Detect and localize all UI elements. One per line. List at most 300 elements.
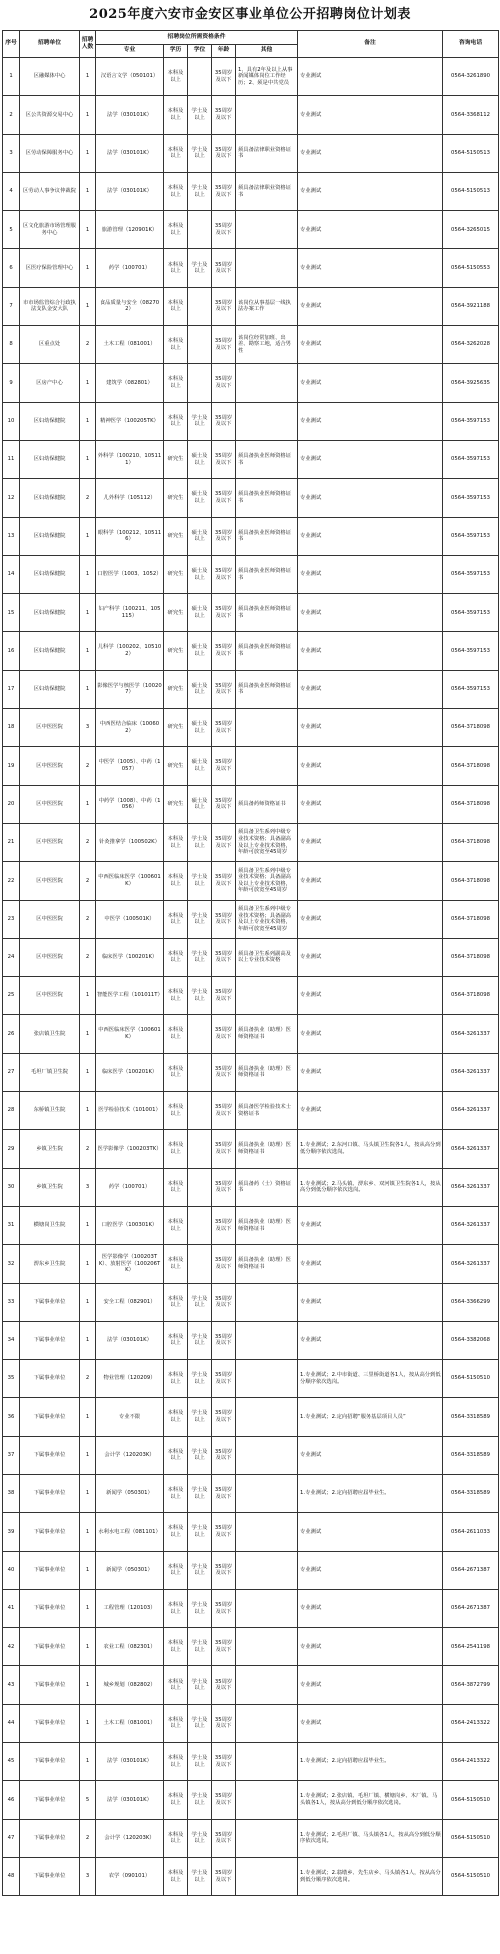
cell-degree: 学士及以上 [188, 1398, 212, 1436]
cell-degree: 学士及以上 [188, 96, 212, 134]
cell-seq: 20 [3, 785, 20, 823]
cell-education: 本科及以上 [164, 977, 188, 1015]
cell-education: 本科及以上 [164, 823, 188, 861]
cell-remark: 专业测试 [298, 555, 443, 593]
cell-age: 35周岁及以下 [212, 555, 236, 593]
cell-seq: 47 [3, 1819, 20, 1857]
cell-other [236, 1436, 298, 1474]
cell-phone: 0564-3261337 [443, 1015, 499, 1053]
cell-remark: 专业测试 [298, 1053, 443, 1091]
table-body [3, 58, 499, 1896]
cell-count: 1 [80, 555, 96, 593]
cell-unit: 下属事业单位 [20, 1398, 80, 1436]
cell-remark: 1.专业测试；2.张店镇、毛坦厂镇、横塘岗乡、木厂镇、马头镇各1人，按从高分到低分顺序依次选岗。 [298, 1781, 443, 1819]
cell-major: 会计学（120203K） [96, 1436, 164, 1474]
cell-seq: 30 [3, 1168, 20, 1206]
table-row [3, 1857, 499, 1895]
cell-phone: 0564-5150513 [443, 172, 499, 210]
cell-major: 水利水电工程（081101） [96, 1513, 164, 1551]
cell-education: 研究生 [164, 594, 188, 632]
cell-seq: 45 [3, 1743, 20, 1781]
cell-other: 须具备执业医师资格证书 [236, 517, 298, 555]
cell-remark: 专业测试 [298, 249, 443, 287]
table-row [3, 900, 499, 938]
cell-phone: 0564-3597153 [443, 517, 499, 555]
cell-seq: 11 [3, 440, 20, 478]
cell-seq: 31 [3, 1206, 20, 1244]
cell-count: 1 [80, 1666, 96, 1704]
cell-count: 1 [80, 211, 96, 249]
cell-other [236, 1819, 298, 1857]
cell-major: 针灸推拿学（100502K） [96, 823, 164, 861]
cell-unit: 区妇幼保健院 [20, 517, 80, 555]
cell-education: 本科及以上 [164, 1704, 188, 1742]
cell-major: 法学（030101K） [96, 1743, 164, 1781]
cell-degree: 学士及以上 [188, 1628, 212, 1666]
table-row [3, 1321, 499, 1359]
cell-unit: 区劳动人事争议仲裁院 [20, 172, 80, 210]
cell-phone: 0564-3368112 [443, 96, 499, 134]
cell-other [236, 1589, 298, 1627]
cell-education: 本科及以上 [164, 1015, 188, 1053]
cell-age: 35周岁及以下 [212, 785, 236, 823]
cell-major: 眼科学（100212、105116） [96, 517, 164, 555]
cell-other [236, 1551, 298, 1589]
cell-phone: 0564-3921188 [443, 287, 499, 325]
cell-age: 35周岁及以下 [212, 1474, 236, 1512]
cell-major: 医学影像学（100203TK） [96, 1130, 164, 1168]
cell-education: 本科及以上 [164, 58, 188, 96]
table-row [3, 1781, 499, 1819]
cell-education: 本科及以上 [164, 1053, 188, 1091]
cell-remark: 专业测试 [298, 1206, 443, 1244]
cell-seq: 37 [3, 1436, 20, 1474]
cell-age: 35周岁及以下 [212, 1398, 236, 1436]
cell-age: 35周岁及以下 [212, 517, 236, 555]
cell-phone: 0564-2413322 [443, 1743, 499, 1781]
cell-remark: 专业测试 [298, 785, 443, 823]
cell-phone: 0564-2671387 [443, 1589, 499, 1627]
cell-degree: 学士及以上 [188, 900, 212, 938]
header-remark: 备注 [298, 31, 443, 58]
cell-count: 1 [80, 287, 96, 325]
cell-seq: 36 [3, 1398, 20, 1436]
cell-unit: 区融媒体中心 [20, 58, 80, 96]
cell-other: 须具备法律职业资格证书 [236, 134, 298, 172]
cell-remark: 专业测试 [298, 670, 443, 708]
cell-major: 农学（090101） [96, 1857, 164, 1895]
cell-age: 35周岁及以下 [212, 211, 236, 249]
cell-unit: 区妇幼保健院 [20, 632, 80, 670]
cell-remark: 专业测试 [298, 1628, 443, 1666]
cell-remark: 专业测试 [298, 1513, 443, 1551]
cell-age: 35周岁及以下 [212, 326, 236, 364]
cell-unit: 区文化旅游市场管理服务中心 [20, 211, 80, 249]
cell-seq: 40 [3, 1551, 20, 1589]
cell-seq: 44 [3, 1704, 20, 1742]
cell-remark: 专业测试 [298, 326, 443, 364]
cell-unit: 下属事业单位 [20, 1666, 80, 1704]
table-row [3, 1666, 499, 1704]
table-row [3, 670, 499, 708]
cell-major: 建筑学（082801） [96, 364, 164, 402]
cell-remark: 专业测试 [298, 1589, 443, 1627]
cell-seq: 39 [3, 1513, 20, 1551]
cell-count: 1 [80, 594, 96, 632]
cell-other [236, 1781, 298, 1819]
cell-seq: 26 [3, 1015, 20, 1053]
table-row [3, 977, 499, 1015]
cell-age: 35周岁及以下 [212, 1743, 236, 1781]
cell-age: 35周岁及以下 [212, 364, 236, 402]
table-row [3, 1819, 499, 1857]
cell-age: 35周岁及以下 [212, 709, 236, 747]
cell-major: 药学（100701） [96, 1168, 164, 1206]
cell-age: 35周岁及以下 [212, 1015, 236, 1053]
cell-other: 须具备药师资格证书 [236, 785, 298, 823]
cell-other [236, 96, 298, 134]
cell-other [236, 1666, 298, 1704]
table-row [3, 938, 499, 976]
cell-age: 35周岁及以下 [212, 1245, 236, 1283]
cell-degree: 学士及以上 [188, 823, 212, 861]
cell-phone: 0564-2611033 [443, 1513, 499, 1551]
cell-education: 本科及以上 [164, 1092, 188, 1130]
cell-count: 5 [80, 1781, 96, 1819]
cell-age: 35周岁及以下 [212, 900, 236, 938]
cell-degree: 学士及以上 [188, 862, 212, 900]
cell-other [236, 1474, 298, 1512]
cell-age: 35周岁及以下 [212, 1666, 236, 1704]
cell-count: 2 [80, 1819, 96, 1857]
cell-unit: 下属事业单位 [20, 1283, 80, 1321]
cell-seq: 16 [3, 632, 20, 670]
cell-seq: 9 [3, 364, 20, 402]
table-row [3, 632, 499, 670]
cell-count: 2 [80, 900, 96, 938]
cell-major: 中医学（100501K） [96, 900, 164, 938]
cell-phone: 0564-5150553 [443, 249, 499, 287]
cell-count: 1 [80, 1092, 96, 1130]
cell-phone: 0564-5150510 [443, 1819, 499, 1857]
cell-phone: 0564-3718098 [443, 900, 499, 938]
cell-remark: 专业测试 [298, 402, 443, 440]
cell-count: 1 [80, 402, 96, 440]
cell-degree: 学士及以上 [188, 1283, 212, 1321]
cell-remark: 1.专业测试；2.翁墩乡、先生店乡、马头镇各1人，按从高分到低分顺序依次选岗。 [298, 1857, 443, 1895]
cell-seq: 43 [3, 1666, 20, 1704]
cell-degree: 学士及以上 [188, 1321, 212, 1359]
cell-seq: 14 [3, 555, 20, 593]
cell-major: 中药学（1008）、中药（1056） [96, 785, 164, 823]
cell-count: 1 [80, 1513, 96, 1551]
cell-major: 精神医学（100205TK） [96, 402, 164, 440]
cell-degree [188, 287, 212, 325]
table-row [3, 1092, 499, 1130]
cell-phone: 0564-3597153 [443, 440, 499, 478]
cell-education: 研究生 [164, 517, 188, 555]
cell-other: 须具备卫生系列中级专业技术资格；具备副高及以上专业技术资格，年龄可放宽至45周岁 [236, 823, 298, 861]
table-row [3, 326, 499, 364]
cell-phone: 0564-3261337 [443, 1130, 499, 1168]
cell-degree: 学士及以上 [188, 1857, 212, 1895]
cell-phone: 0564-3718098 [443, 709, 499, 747]
cell-major: 土木工程（081001） [96, 326, 164, 364]
cell-major: 临床医学（100201K） [96, 938, 164, 976]
cell-degree [188, 364, 212, 402]
cell-seq: 32 [3, 1245, 20, 1283]
cell-phone: 0564-3718098 [443, 938, 499, 976]
table-row [3, 1130, 499, 1168]
cell-phone: 0564-3718098 [443, 785, 499, 823]
cell-count: 2 [80, 747, 96, 785]
header-education: 学历 [164, 45, 188, 58]
cell-unit: 区中医医院 [20, 747, 80, 785]
cell-other: 须具备卫生系列中级专业技术资格；具备副高及以上专业技术资格，年龄可放宽至45周岁 [236, 862, 298, 900]
cell-age: 35周岁及以下 [212, 1321, 236, 1359]
cell-remark: 专业测试 [298, 287, 443, 325]
cell-remark: 专业测试 [298, 1015, 443, 1053]
cell-remark: 专业测试 [298, 977, 443, 1015]
cell-major: 中西医临床医学（100601K） [96, 1015, 164, 1053]
table-row [3, 249, 499, 287]
table-row [3, 1551, 499, 1589]
cell-phone: 0564-5150513 [443, 134, 499, 172]
cell-age: 35周岁及以下 [212, 96, 236, 134]
cell-education: 本科及以上 [164, 1819, 188, 1857]
cell-age: 35周岁及以下 [212, 172, 236, 210]
cell-remark: 专业测试 [298, 900, 443, 938]
cell-phone: 0564-3318589 [443, 1398, 499, 1436]
cell-other: 1、具有2年及以上从事新闻媒体岗位工作经历；2、须是中共党员 [236, 58, 298, 96]
cell-education: 本科及以上 [164, 402, 188, 440]
cell-major: 土木工程（081001） [96, 1704, 164, 1742]
cell-other: 须具备执业医师资格证书 [236, 632, 298, 670]
cell-major: 食品质量与安全（082702） [96, 287, 164, 325]
cell-phone: 0564-5150510 [443, 1360, 499, 1398]
cell-seq: 13 [3, 517, 20, 555]
cell-unit: 区重点处 [20, 326, 80, 364]
cell-age: 35周岁及以下 [212, 1168, 236, 1206]
cell-seq: 3 [3, 134, 20, 172]
cell-major: 旅游管理（120901K） [96, 211, 164, 249]
table-row [3, 1436, 499, 1474]
cell-unit: 下属事业单位 [20, 1628, 80, 1666]
cell-education: 本科及以上 [164, 938, 188, 976]
cell-seq: 28 [3, 1092, 20, 1130]
table-row [3, 1743, 499, 1781]
cell-seq: 25 [3, 977, 20, 1015]
cell-other: 须具备医学检验技术士资格证书 [236, 1092, 298, 1130]
cell-degree: 学士及以上 [188, 938, 212, 976]
cell-degree [188, 211, 212, 249]
cell-major: 医学检验技术（101001） [96, 1092, 164, 1130]
cell-degree: 学士及以上 [188, 1589, 212, 1627]
cell-phone: 0564-3366299 [443, 1283, 499, 1321]
cell-count: 1 [80, 1628, 96, 1666]
cell-unit: 下属事业单位 [20, 1321, 80, 1359]
cell-age: 35周岁及以下 [212, 862, 236, 900]
table-row [3, 1015, 499, 1053]
cell-count: 2 [80, 479, 96, 517]
cell-unit: 东桥镇卫生院 [20, 1092, 80, 1130]
cell-age: 35周岁及以下 [212, 1781, 236, 1819]
cell-phone: 0564-3265015 [443, 211, 499, 249]
cell-unit: 下属事业单位 [20, 1551, 80, 1589]
table-row [3, 1206, 499, 1244]
header-degree: 学位 [188, 45, 212, 58]
header-count: 招聘人数 [80, 31, 96, 58]
cell-phone: 0564-2671387 [443, 1551, 499, 1589]
table-row [3, 747, 499, 785]
cell-count: 1 [80, 1321, 96, 1359]
cell-other [236, 1743, 298, 1781]
table-row [3, 211, 499, 249]
cell-other: 须具备执业（助理）医师资格证书 [236, 1015, 298, 1053]
cell-count: 1 [80, 172, 96, 210]
cell-phone: 0564-3318589 [443, 1436, 499, 1474]
cell-degree: 学士及以上 [188, 977, 212, 1015]
table-row [3, 58, 499, 96]
cell-major: 法学（030101K） [96, 1321, 164, 1359]
cell-count: 1 [80, 96, 96, 134]
cell-unit: 下属事业单位 [20, 1513, 80, 1551]
cell-other [236, 211, 298, 249]
cell-remark: 专业测试 [298, 479, 443, 517]
cell-major: 专业不限 [96, 1398, 164, 1436]
cell-education: 研究生 [164, 747, 188, 785]
cell-major: 儿外科学（105112） [96, 479, 164, 517]
cell-other [236, 402, 298, 440]
cell-count: 1 [80, 632, 96, 670]
table-row [3, 709, 499, 747]
cell-unit: 区妇幼保健院 [20, 479, 80, 517]
cell-education: 本科及以上 [164, 1628, 188, 1666]
cell-other [236, 1398, 298, 1436]
header-age: 年龄 [212, 45, 236, 58]
cell-degree: 学士及以上 [188, 249, 212, 287]
cell-count: 1 [80, 134, 96, 172]
cell-major: 工程管理（120103） [96, 1589, 164, 1627]
cell-degree: 学士及以上 [188, 1551, 212, 1589]
cell-degree [188, 1015, 212, 1053]
cell-phone: 0564-3261890 [443, 58, 499, 96]
cell-education: 本科及以上 [164, 1130, 188, 1168]
cell-other [236, 709, 298, 747]
cell-phone: 0564-3597153 [443, 555, 499, 593]
table-row [3, 1589, 499, 1627]
cell-major: 城乡规划（082802） [96, 1666, 164, 1704]
cell-education: 研究生 [164, 479, 188, 517]
cell-unit: 张店镇卫生院 [20, 1015, 80, 1053]
cell-major: 妇产科学（100211、105115） [96, 594, 164, 632]
cell-major: 安全工程（082901） [96, 1283, 164, 1321]
cell-seq: 46 [3, 1781, 20, 1819]
cell-degree: 硕士及以上 [188, 747, 212, 785]
cell-seq: 29 [3, 1130, 20, 1168]
cell-unit: 区妇幼保健院 [20, 402, 80, 440]
cell-seq: 41 [3, 1589, 20, 1627]
cell-unit: 下属事业单位 [20, 1436, 80, 1474]
cell-education: 本科及以上 [164, 211, 188, 249]
cell-count: 1 [80, 670, 96, 708]
cell-seq: 23 [3, 900, 20, 938]
cell-remark: 专业测试 [298, 709, 443, 747]
cell-seq: 8 [3, 326, 20, 364]
cell-education: 研究生 [164, 785, 188, 823]
table-row [3, 172, 499, 210]
cell-unit: 乡镇卫生院 [20, 1168, 80, 1206]
cell-degree: 学士及以上 [188, 1666, 212, 1704]
cell-other [236, 1321, 298, 1359]
table-row [3, 287, 499, 325]
cell-major: 中西医结合临床（100602） [96, 709, 164, 747]
cell-education: 本科及以上 [164, 1283, 188, 1321]
cell-unit: 区中医医院 [20, 709, 80, 747]
cell-count: 1 [80, 1245, 96, 1283]
cell-education: 本科及以上 [164, 1206, 188, 1244]
cell-unit: 区中医医院 [20, 938, 80, 976]
cell-unit: 淠东乡卫生院 [20, 1245, 80, 1283]
cell-degree [188, 1053, 212, 1091]
cell-unit: 下属事业单位 [20, 1474, 80, 1512]
cell-seq: 27 [3, 1053, 20, 1091]
cell-count: 1 [80, 1743, 96, 1781]
cell-age: 35周岁及以下 [212, 1360, 236, 1398]
cell-education: 本科及以上 [164, 134, 188, 172]
cell-unit: 下属事业单位 [20, 1704, 80, 1742]
cell-phone: 0564-3718098 [443, 977, 499, 1015]
table-row [3, 96, 499, 134]
cell-phone: 0564-3262028 [443, 326, 499, 364]
table-row [3, 1474, 499, 1512]
recruitment-table [2, 30, 499, 1896]
cell-degree: 学士及以上 [188, 1513, 212, 1551]
cell-phone: 0564-3718098 [443, 747, 499, 785]
cell-count: 3 [80, 1857, 96, 1895]
cell-education: 本科及以上 [164, 1551, 188, 1589]
cell-phone: 0564-3318589 [443, 1474, 499, 1512]
cell-age: 35周岁及以下 [212, 249, 236, 287]
cell-count: 2 [80, 938, 96, 976]
cell-degree: 学士及以上 [188, 172, 212, 210]
cell-unit: 区中医医院 [20, 862, 80, 900]
cell-other: 该岗位从事基层一线执法办案工作 [236, 287, 298, 325]
cell-unit: 区中医医院 [20, 900, 80, 938]
cell-age: 35周岁及以下 [212, 632, 236, 670]
cell-seq: 21 [3, 823, 20, 861]
cell-remark: 专业测试 [298, 172, 443, 210]
cell-major: 法学（030101K） [96, 172, 164, 210]
cell-remark: 专业测试 [298, 364, 443, 402]
cell-other: 须具备执业医师资格证书 [236, 594, 298, 632]
cell-seq: 15 [3, 594, 20, 632]
cell-other [236, 1513, 298, 1551]
cell-education: 本科及以上 [164, 1781, 188, 1819]
cell-remark: 专业测试 [298, 1704, 443, 1742]
cell-seq: 10 [3, 402, 20, 440]
cell-seq: 1 [3, 58, 20, 96]
cell-count: 1 [80, 1704, 96, 1742]
cell-count: 1 [80, 1436, 96, 1474]
table-row [3, 364, 499, 402]
cell-degree: 硕士及以上 [188, 785, 212, 823]
cell-count: 3 [80, 709, 96, 747]
cell-age: 35周岁及以下 [212, 1283, 236, 1321]
cell-count: 2 [80, 823, 96, 861]
cell-count: 2 [80, 326, 96, 364]
cell-education: 研究生 [164, 670, 188, 708]
